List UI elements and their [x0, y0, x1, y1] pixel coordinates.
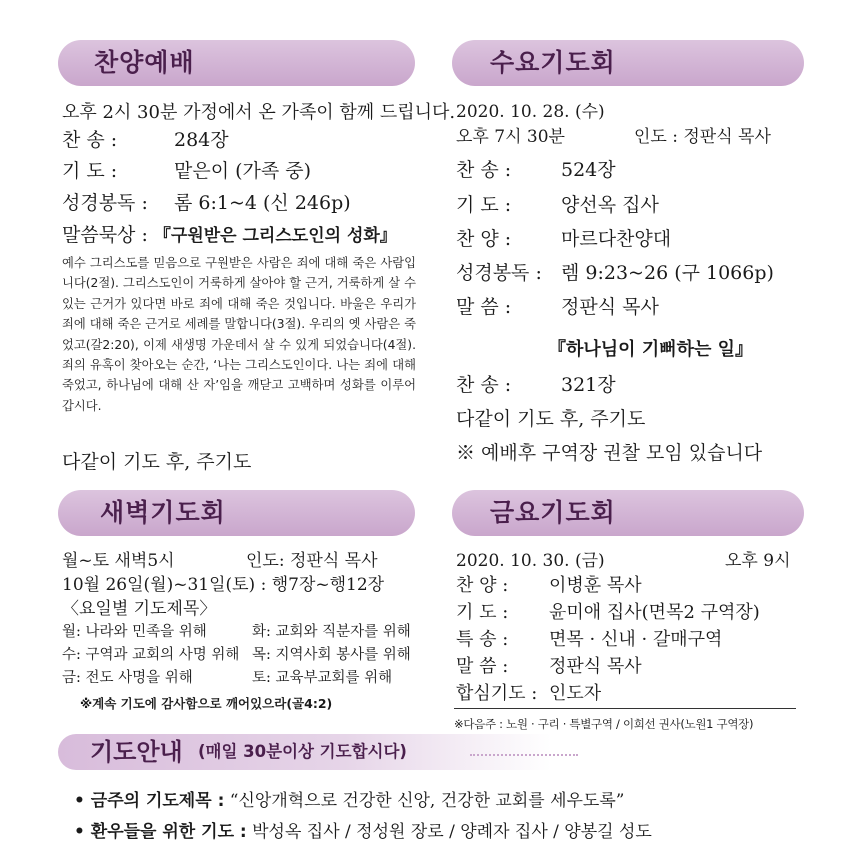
- topic-left: 수: 구역과 교회의 사명 위해: [62, 647, 240, 663]
- row-value: 롬 6:1~4 (신 246p): [174, 192, 351, 214]
- dawn-period: 10월 26일(월)~31일(토) : 행7장~행12장: [62, 575, 385, 595]
- row-label: 찬 송 :: [62, 129, 118, 151]
- prayer-guide-dotted-line: [470, 754, 578, 756]
- row-label: 찬 송 :: [456, 159, 512, 181]
- row-value: 인도자: [549, 683, 602, 704]
- topic-right: 토: 교육부교회를 위해: [252, 670, 393, 686]
- row-value: 윤미애 집사(면목2 구역장): [549, 602, 760, 623]
- row-value: 마르다찬양대: [561, 228, 672, 250]
- wednesday-row-prayer: [456, 194, 659, 216]
- dawn-schedule: 월~토 새벽5시: [62, 551, 175, 571]
- prayer-guide-title: 기도안내: [90, 738, 183, 766]
- friday-next-week: ※다음주 : 노원 · 구리 · 특별구역 / 이희선 권사(노원1 구역장): [454, 717, 754, 731]
- friday-row-prayer: [456, 602, 760, 624]
- wednesday-prayer-title: 수요기도회: [490, 48, 616, 77]
- row-label: 찬 송 :: [456, 374, 512, 396]
- dawn-prayer-header: [58, 490, 415, 536]
- friday-row-praise: [456, 575, 642, 597]
- praise-row-prayer: [62, 160, 311, 182]
- topic-right: 화: 교회와 직분자를 위해: [252, 624, 411, 640]
- dawn-topic-row: [62, 622, 411, 642]
- row-value: 면목 · 신내 · 갈매구역: [549, 629, 723, 650]
- row-label: 기 도 :: [456, 194, 512, 216]
- wednesday-time: 오후 7시 30분: [456, 127, 565, 147]
- wednesday-leader: 인도 : 정판식 목사: [634, 127, 771, 147]
- row-value: 양선옥 집사: [561, 194, 659, 216]
- row-label: 기 도 :: [456, 602, 509, 623]
- dawn-topic-row: [62, 668, 392, 688]
- wednesday-prayer-header: [452, 40, 804, 86]
- row-value: 정판식 목사: [561, 296, 659, 318]
- row-value: 정판식 목사: [549, 656, 642, 677]
- praise-sermon: [62, 224, 397, 247]
- guide-item-value: “신앙개혁으로 건강한 신앙, 건강한 교회를 세우도록”: [229, 791, 625, 811]
- dawn-note: ※계속 기도에 감사함으로 깨어있으라(골4:2): [80, 696, 333, 711]
- row-value: 맡은이 (가족 중): [174, 160, 312, 182]
- friday-row-joint: [456, 683, 601, 705]
- praise-closing: 다같이 기도 후, 주기도: [62, 451, 252, 473]
- row-value: 321장: [561, 374, 616, 396]
- friday-time: 오후 9시: [725, 551, 791, 571]
- friday-date: 2020. 10. 30. (금): [456, 551, 605, 571]
- row-label: 말 씀 :: [456, 656, 509, 677]
- row-label: 성경봉독 :: [62, 192, 148, 214]
- row-label: 기 도 :: [62, 160, 118, 182]
- guide-item-value: 박성옥 집사 / 정성원 장로 / 양례자 집사 / 양봉길 성도: [252, 822, 652, 842]
- wednesday-row-sermon: [456, 296, 659, 318]
- wednesday-closing: 다같이 기도 후, 주기도: [456, 408, 646, 430]
- praise-worship-title: 찬양예배: [94, 48, 195, 77]
- wednesday-date: 2020. 10. 28. (수): [456, 102, 605, 122]
- wednesday-sermon-title: 『하나님이 기뻐하는 일』: [548, 339, 754, 360]
- dawn-topics-title: 〈요일별 기도제목〉: [62, 599, 217, 619]
- topic-right: 목: 지역사회 봉사를 위해: [252, 647, 411, 663]
- friday-prayer-header: [452, 490, 804, 536]
- row-value: 이병훈 목사: [549, 575, 642, 596]
- praise-intro: 오후 2시 30분 가정에서 온 가족이 함께 드립니다.: [62, 102, 456, 123]
- row-label: 성경봉독 :: [456, 262, 542, 284]
- praise-row-scripture: [62, 192, 351, 214]
- friday-divider: [454, 708, 796, 709]
- topic-left: 월: 나라와 민족을 위해: [62, 624, 207, 640]
- dawn-prayer-title: 새벽기도회: [100, 498, 226, 527]
- wednesday-row-hymn2: [456, 374, 616, 396]
- wednesday-row-hymn: [456, 159, 616, 181]
- row-label: 합심기도 :: [456, 683, 538, 704]
- row-value: 렘 9:23~26 (구 1066p): [561, 262, 774, 284]
- guide-item-label: • 환우들을 위한 기도 :: [74, 822, 247, 842]
- prayer-guide-subtitle: (매일 30분이상 기도합시다): [198, 742, 407, 761]
- row-label: 찬 양 :: [456, 228, 512, 250]
- prayer-guide-item-patients: [74, 817, 652, 842]
- wednesday-row-scripture: [456, 262, 774, 284]
- friday-prayer-title: 금요기도회: [490, 498, 616, 527]
- row-label: 특 송 :: [456, 629, 509, 650]
- prayer-guide-header: [58, 734, 578, 770]
- guide-item-label: • 금주의 기도제목 :: [74, 791, 225, 811]
- sermon-title: 『구원받은 그리스도인의 성화』: [153, 226, 397, 246]
- row-value: 524장: [561, 159, 616, 181]
- praise-row-hymn: [62, 129, 229, 151]
- dawn-topic-row: [62, 645, 411, 665]
- sermon-paragraph: 예수 그리스도를 믿음으로 구원받은 사람은 죄에 대해 죽은 사람입니다(2절). 그리스도인이 거룩하게 살아야 할 근거, 거룩하게 살 수 있는 근거가 있다면 바로 죄에 대해 죽은 것입니다. 바울은 우리가 죄에 대해 죽은 근거로 세례를 말합니다(3절). 우리의 옛 사람은 죽었고(갈2:20), 이제 새생명 가운데서 살 수 있게 되었습니다(4절). 죄의 유혹이 찾아오는 순간, ‘나는 그리스도인이다. 나는 죄에 대해 죽었고, 하나님에 대해 산 자’임을 깨닫고 고백하며 성화를 이루어갑시다.: [62, 256, 416, 413]
- prayer-guide-item-weekly: [74, 786, 624, 811]
- friday-row-sermon: [456, 656, 642, 678]
- praise-worship-header: [58, 40, 415, 86]
- friday-row-special: [456, 629, 722, 651]
- row-value: 284장: [174, 129, 229, 151]
- sermon-label: 말씀묵상 :: [62, 224, 148, 246]
- wednesday-note: ※ 예배후 구역장 권찰 모임 있습니다: [456, 442, 763, 464]
- topic-left: 금: 전도 사명을 위해: [62, 670, 193, 686]
- dawn-leader: 인도: 정판식 목사: [246, 551, 378, 571]
- row-label: 말 씀 :: [456, 296, 512, 318]
- row-label: 찬 양 :: [456, 575, 509, 596]
- wednesday-row-choir: [456, 228, 671, 250]
